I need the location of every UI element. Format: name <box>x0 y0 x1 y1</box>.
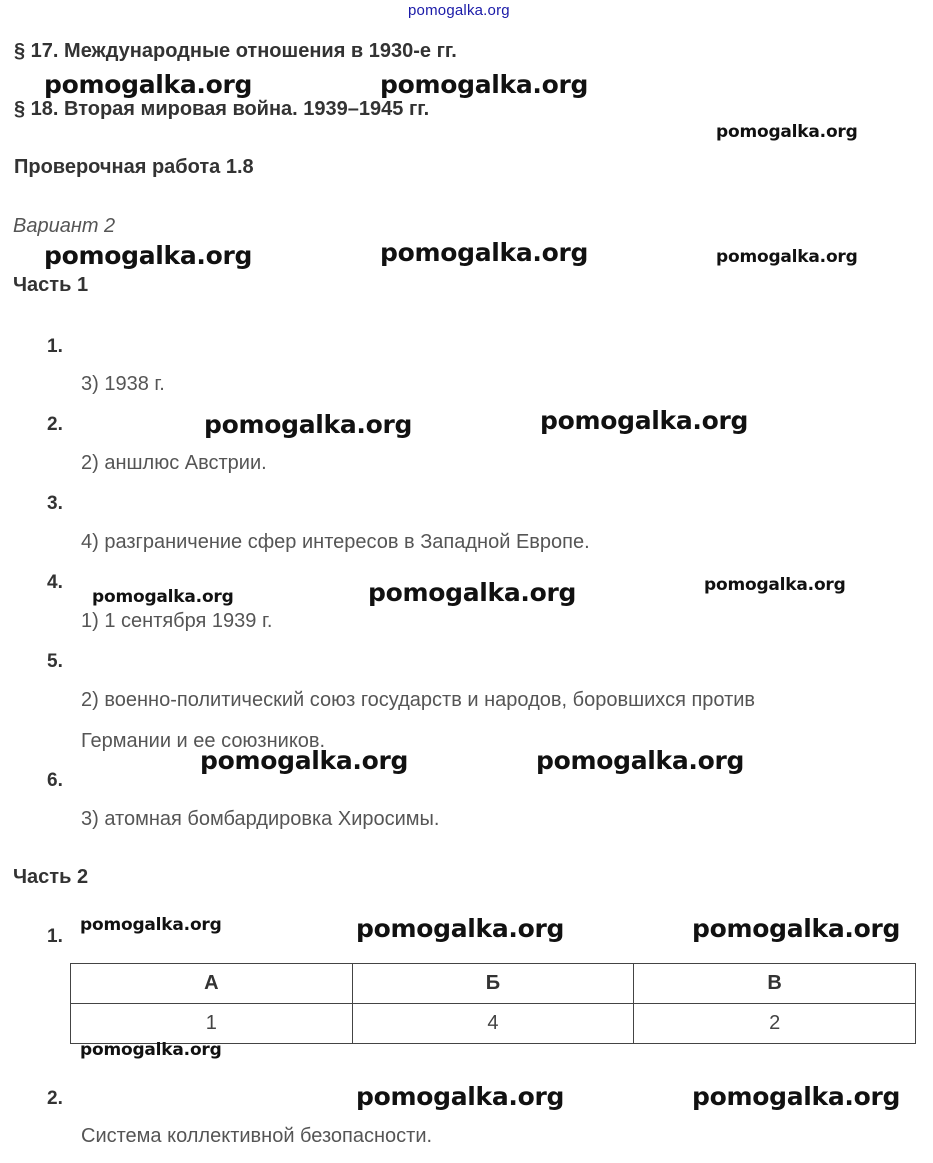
part1-q1-number: 1. <box>47 336 63 357</box>
part1-q5-number: 5. <box>47 651 63 672</box>
watermark: pomogalka.org <box>704 575 846 595</box>
watermark: pomogalka.org <box>380 238 589 267</box>
watermark: pomogalka.org <box>204 410 413 439</box>
part1-q4-number: 4. <box>47 572 63 593</box>
part1-q4-answer: 1) 1 сентября 1939 г. <box>81 610 273 632</box>
watermark: pomogalka.org <box>356 1082 565 1111</box>
watermark: pomogalka.org <box>716 122 858 142</box>
watermark: pomogalka.org <box>92 587 234 607</box>
watermark: pomogalka.org <box>44 241 253 270</box>
table-header-b: Б <box>352 964 634 1004</box>
section-18-title: § 18. Вторая мировая война. 1939–1945 гг. <box>14 98 430 120</box>
part1-q6-number: 6. <box>47 770 63 791</box>
part1-q3-answer: 4) разграничение сфер интересов в Западной Европе. <box>81 531 590 553</box>
table-value-b: 4 <box>352 1004 634 1044</box>
part1-q6-answer: 3) атомная бомбардировка Хиросимы. <box>81 808 440 830</box>
watermark: pomogalka.org <box>356 914 565 943</box>
part1-title: Часть 1 <box>13 274 89 296</box>
part1-q1-answer: 3) 1938 г. <box>81 373 165 395</box>
work-title: Проверочная работа 1.8 <box>14 156 254 178</box>
answer-table-header-row <box>71 964 916 1004</box>
watermark: pomogalka.org <box>692 914 901 943</box>
watermark: pomogalka.org <box>44 70 253 99</box>
watermark: pomogalka.org <box>380 70 589 99</box>
part1-q5-answer-line1: 2) военно-политический союз государств и народов, боровшихся против <box>81 689 756 711</box>
watermark: pomogalka.org <box>200 746 409 775</box>
part1-q2-answer: 2) аншлюс Австрии. <box>81 452 267 474</box>
part2-q2-answer: Система коллективной безопасности. <box>81 1125 433 1147</box>
watermark-top[interactable]: pomogalka.org <box>408 2 510 19</box>
part1-q2-number: 2. <box>47 414 63 435</box>
watermark: pomogalka.org <box>368 578 577 607</box>
part2-title: Часть 2 <box>13 866 89 888</box>
answer-table-value-row <box>71 1004 916 1044</box>
watermark: pomogalka.org <box>692 1082 901 1111</box>
watermark: pomogalka.org <box>80 1040 222 1060</box>
table-value-v: 2 <box>634 1004 916 1044</box>
watermark: pomogalka.org <box>540 406 749 435</box>
section-17-title: § 17. Международные отношения в 1930-е гг. <box>14 40 457 62</box>
table-value-a: 1 <box>71 1004 353 1044</box>
watermark: pomogalka.org <box>536 746 745 775</box>
part2-q1-number: 1. <box>47 926 63 947</box>
part1-q5-answer-line2: Германии и ее союзников. <box>81 730 326 752</box>
part2-q2-number: 2. <box>47 1088 63 1109</box>
watermark: pomogalka.org <box>80 915 222 935</box>
table-header-v: В <box>634 964 916 1004</box>
variant-label: Вариант 2 <box>13 215 116 237</box>
part1-q3-number: 3. <box>47 493 63 514</box>
table-header-a: А <box>71 964 353 1004</box>
answer-table <box>70 963 916 1044</box>
watermark: pomogalka.org <box>716 247 858 267</box>
